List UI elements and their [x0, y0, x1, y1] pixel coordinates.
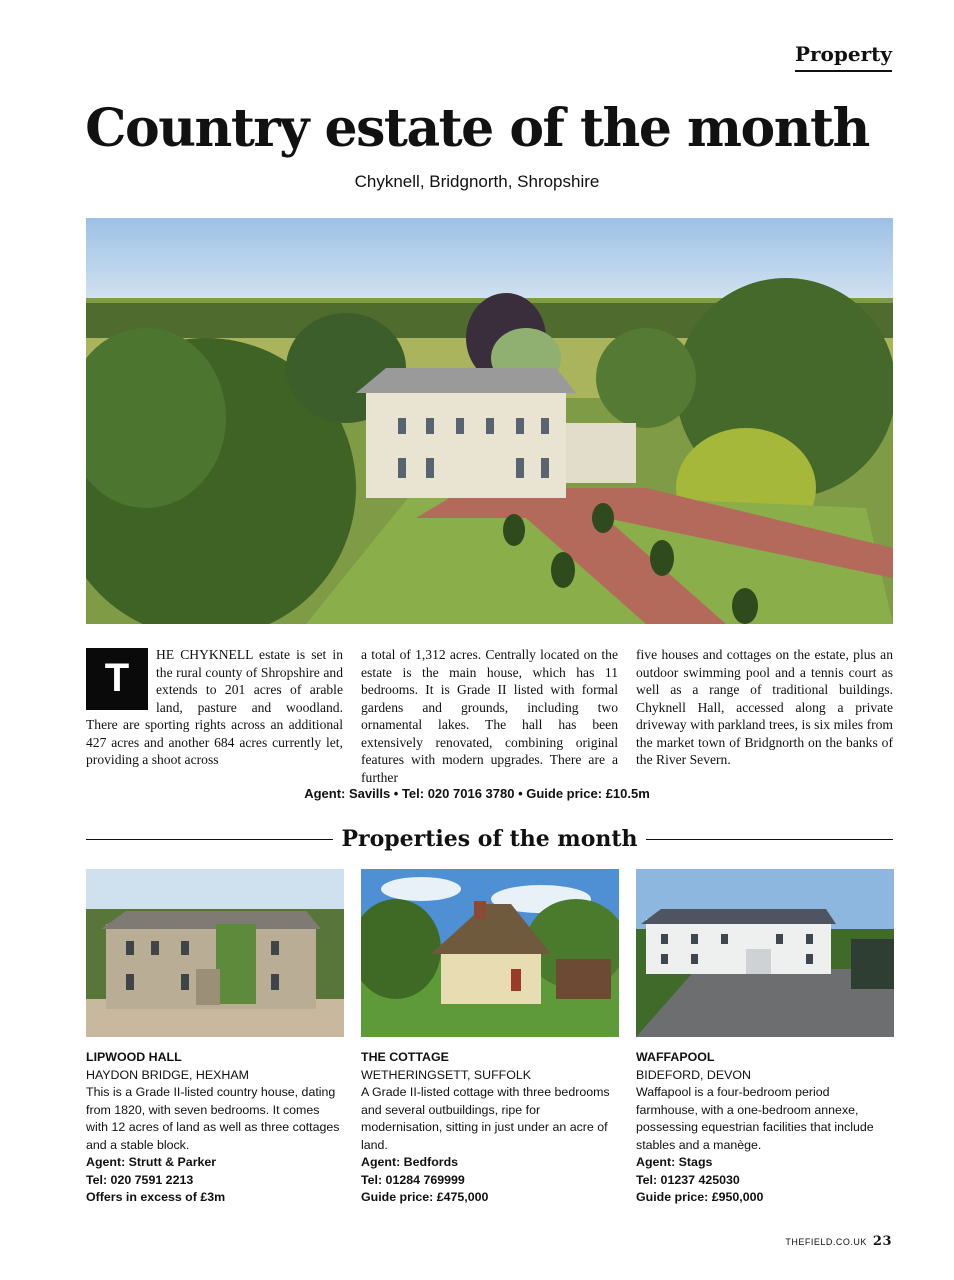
article-text-1: HE CHYKNELL estate is set in the rural county of Shropshire and extends to 201 acres of arable land, pasture and woodland. There are sporting rights across an additional 427 acres and another 684 acres currently let, providing a shoot across	[86, 647, 343, 767]
property-tel: Tel: 01237 425030	[636, 1172, 740, 1187]
property-price: Guide price: £475,000	[361, 1190, 489, 1204]
properties-heading-row	[86, 826, 893, 852]
section-label: Property	[795, 42, 892, 72]
article-text-3: five houses and cottages on the estate, plus an outdoor swimming pool and a tennis court as well as a range of traditional buildings. Chyknell Hall, accessed along a private driveway with parkland trees, is six miles from the market town of Bridgnorth on the banks of the River Severn.	[636, 647, 893, 767]
property-agent: Agent: Stags	[636, 1155, 713, 1169]
property-info	[636, 1049, 894, 1207]
property-card	[636, 869, 894, 1207]
article-text-2: a total of 1,312 acres. Centrally located on the estate is the main house, which has 11 bedrooms. It is Grade II listed with formal gardens and grounds, including two ornamental lakes. The hall has been extensively renovated, combining original features with modern upgrades. There are a further	[361, 647, 618, 785]
property-photo	[361, 869, 619, 1037]
property-price: Guide price: £950,000	[636, 1190, 764, 1204]
agent-line: Agent: Savills • Tel: 020 7016 3780 • Guide price: £10.5m	[304, 786, 650, 801]
heading-rule-right	[646, 839, 893, 840]
page-title: Country estate of the month	[85, 98, 869, 159]
page-footer	[785, 1234, 892, 1249]
property-description: This is a Grade II-listed country house, dating from 1820, with seven bedrooms. It comes with 12 acres of land as well as three cottages and a stable block.	[86, 1085, 340, 1152]
article-column-3	[636, 646, 893, 786]
properties-heading: Properties of the month	[341, 826, 638, 852]
property-photo	[86, 869, 344, 1037]
property-tel: Tel: 01284 769999	[361, 1172, 465, 1187]
drop-cap: T	[86, 648, 148, 710]
article-body	[86, 646, 893, 786]
property-price: Offers in excess of £3m	[86, 1190, 226, 1204]
property-name: THE COTTAGE	[361, 1050, 449, 1064]
property-agent: Agent: Strutt & Parker	[86, 1155, 217, 1169]
property-card	[86, 869, 344, 1207]
property-agent: Agent: Bedfords	[361, 1155, 459, 1169]
property-info	[361, 1049, 619, 1207]
property-card	[361, 869, 619, 1207]
property-description: A Grade II-listed cottage with three bedrooms and several outbuildings, ripe for modernisation, sitting in just under an acre of land.	[361, 1085, 610, 1152]
article-column-1	[86, 646, 343, 786]
heading-rule-left	[86, 839, 333, 840]
page-subtitle: Chyknell, Bridgnorth, Shropshire	[354, 172, 600, 191]
property-description: Waffapool is a four-bedroom period farmhouse, with a one-bedroom annexe, possessing equestrian facilities that include stables and a manège.	[636, 1085, 874, 1152]
property-photo	[636, 869, 894, 1037]
property-location: WETHERINGSETT, SUFFOLK	[361, 1067, 532, 1082]
property-name: LIPWOOD HALL	[86, 1050, 182, 1064]
hero-image	[86, 218, 893, 624]
footer-site: THEFIELD.CO.UK	[785, 1237, 867, 1247]
property-info	[86, 1049, 344, 1207]
property-name: WAFFAPOOL	[636, 1050, 715, 1064]
property-tel: Tel: 020 7591 2213	[86, 1172, 194, 1187]
page-number: 23	[872, 1234, 892, 1249]
article-column-2	[361, 646, 618, 786]
property-location: BIDEFORD, DEVON	[636, 1067, 751, 1082]
property-location: HAYDON BRIDGE, HEXHAM	[86, 1067, 249, 1082]
